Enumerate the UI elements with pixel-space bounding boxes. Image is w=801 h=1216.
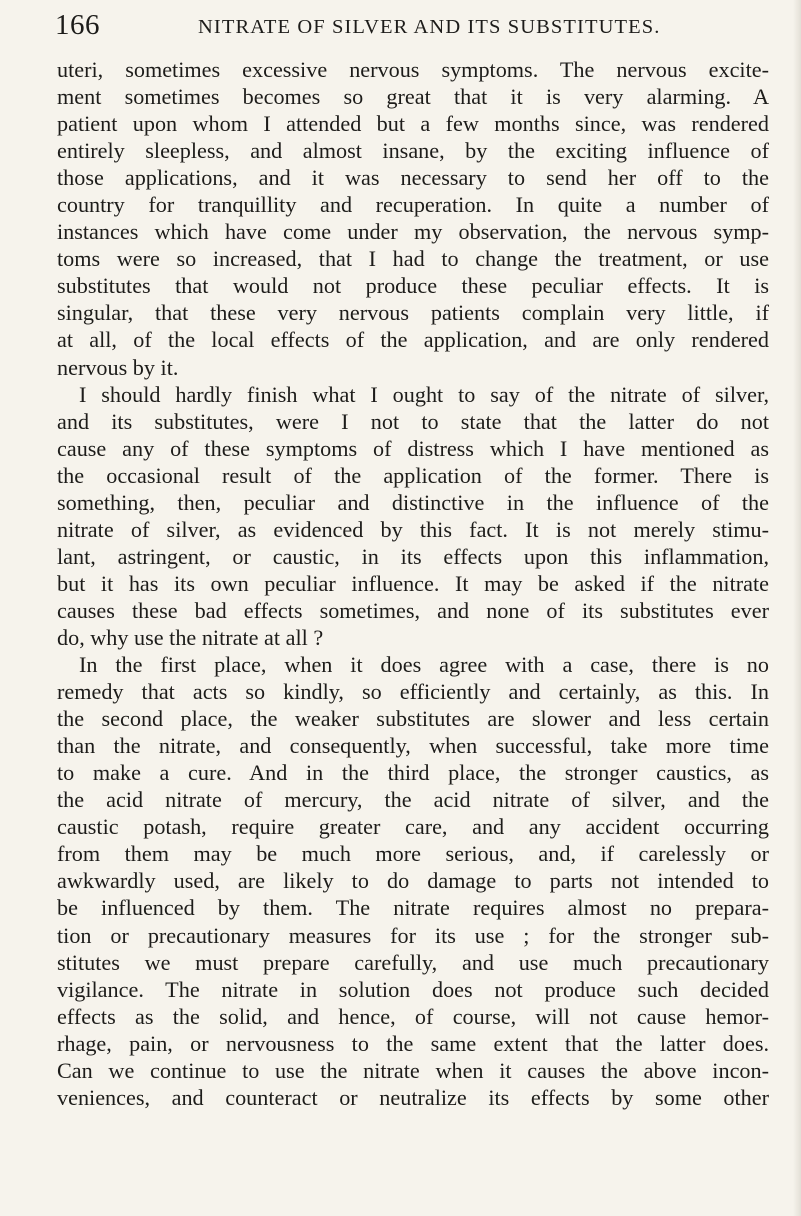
text-line: uteri, sometimes excessive nervous symptoms. The nervous excite- <box>57 57 769 82</box>
text-line: country for tranquillity and recuperation. In quite a number of <box>57 192 769 218</box>
text-line: be influenced by them. The nitrate requires almost no prepara- <box>57 895 769 921</box>
text-line: ment sometimes becomes so great that it is very alarming. A <box>57 84 769 110</box>
text-line: the occasional result of the application of the former. There is <box>57 462 769 488</box>
running-title: NITRATE OF SILVER AND ITS SUBSTITUTES. <box>198 16 661 38</box>
text-line: singular, that these very nervous patients complain very little, if <box>57 300 769 326</box>
text-line: but it has its own peculiar influence. It may be asked if the nitrate <box>57 570 769 596</box>
text-line: effects as the solid, and hence, of course, will not cause hemor- <box>57 1003 769 1029</box>
text-line: entirely sleepless, and almost insane, by the exciting influence of <box>57 138 769 164</box>
text-line: from them may be much more serious, and, if carelessly or <box>57 841 769 867</box>
text-line: awkwardly used, are likely to do damage to parts not intended to <box>57 868 769 894</box>
text-line: stitutes we must prepare carefully, and use much precautionary <box>57 949 769 975</box>
text-line: causes these bad effects sometimes, and none of its substitutes ever <box>57 597 769 623</box>
text-line: veniences, and counteract or neutralize its effects by some other <box>57 1084 769 1110</box>
page-edge-shadow <box>793 0 801 1216</box>
paragraph-start-line: In the first place, when it does agree with a case, there is no <box>79 652 769 678</box>
text-line: at all, of the local effects of the application, and are only rendered <box>57 327 769 353</box>
text-line: the second place, the weaker substitutes are slower and less certain <box>57 706 769 732</box>
paragraph-end-line: do, why use the nitrate at all ? <box>57 624 324 650</box>
text-line: toms were so increased, that I had to change the treatment, or use <box>57 246 769 272</box>
text-line: rhage, pain, or nervousness to the same extent that the latter does. <box>57 1030 769 1056</box>
text-line: something, then, peculiar and distinctive in the influence of the <box>57 489 769 515</box>
text-line: those applications, and it was necessary to send her off to the <box>57 165 769 191</box>
text-line: Can we continue to use the nitrate when it causes the above incon- <box>57 1057 769 1083</box>
running-head <box>55 9 775 45</box>
text-line: instances which have come under my observation, the nervous symp- <box>57 219 769 245</box>
text-line: caustic potash, require greater care, and any accident occurring <box>57 814 769 840</box>
text-line: vigilance. The nitrate in solution does not produce such decided <box>57 976 769 1002</box>
text-line: the acid nitrate of mercury, the acid nitrate of silver, and the <box>57 787 769 813</box>
text-line: remedy that acts so kindly, so efficiently and certainly, as this. In <box>57 679 769 705</box>
text-line: nitrate of silver, as evidenced by this fact. It is not merely stimu- <box>57 516 769 542</box>
body-text <box>57 56 769 1111</box>
text-line: substitutes that would not produce these peculiar effects. It is <box>57 273 769 299</box>
text-line: tion or precautionary measures for its use ; for the stronger sub- <box>57 922 769 948</box>
text-line: than the nitrate, and consequently, when successful, take more time <box>57 733 769 759</box>
text-line: patient upon whom I attended but a few months since, was rendered <box>57 111 769 137</box>
page-number: 166 <box>55 9 100 41</box>
text-line: and its substitutes, were I not to state that the latter do not <box>57 408 769 434</box>
paragraph-end-line: nervous by it. <box>57 354 179 380</box>
text-line: to make a cure. And in the third place, the stronger caustics, as <box>57 760 769 786</box>
text-line: lant, astringent, or caustic, in its effects upon this inflammation, <box>57 543 769 569</box>
text-line: cause any of these symptoms of distress which I have mentioned as <box>57 435 769 461</box>
paragraph-start-line: I should hardly finish what I ought to say of the nitrate of silver, <box>79 381 769 407</box>
